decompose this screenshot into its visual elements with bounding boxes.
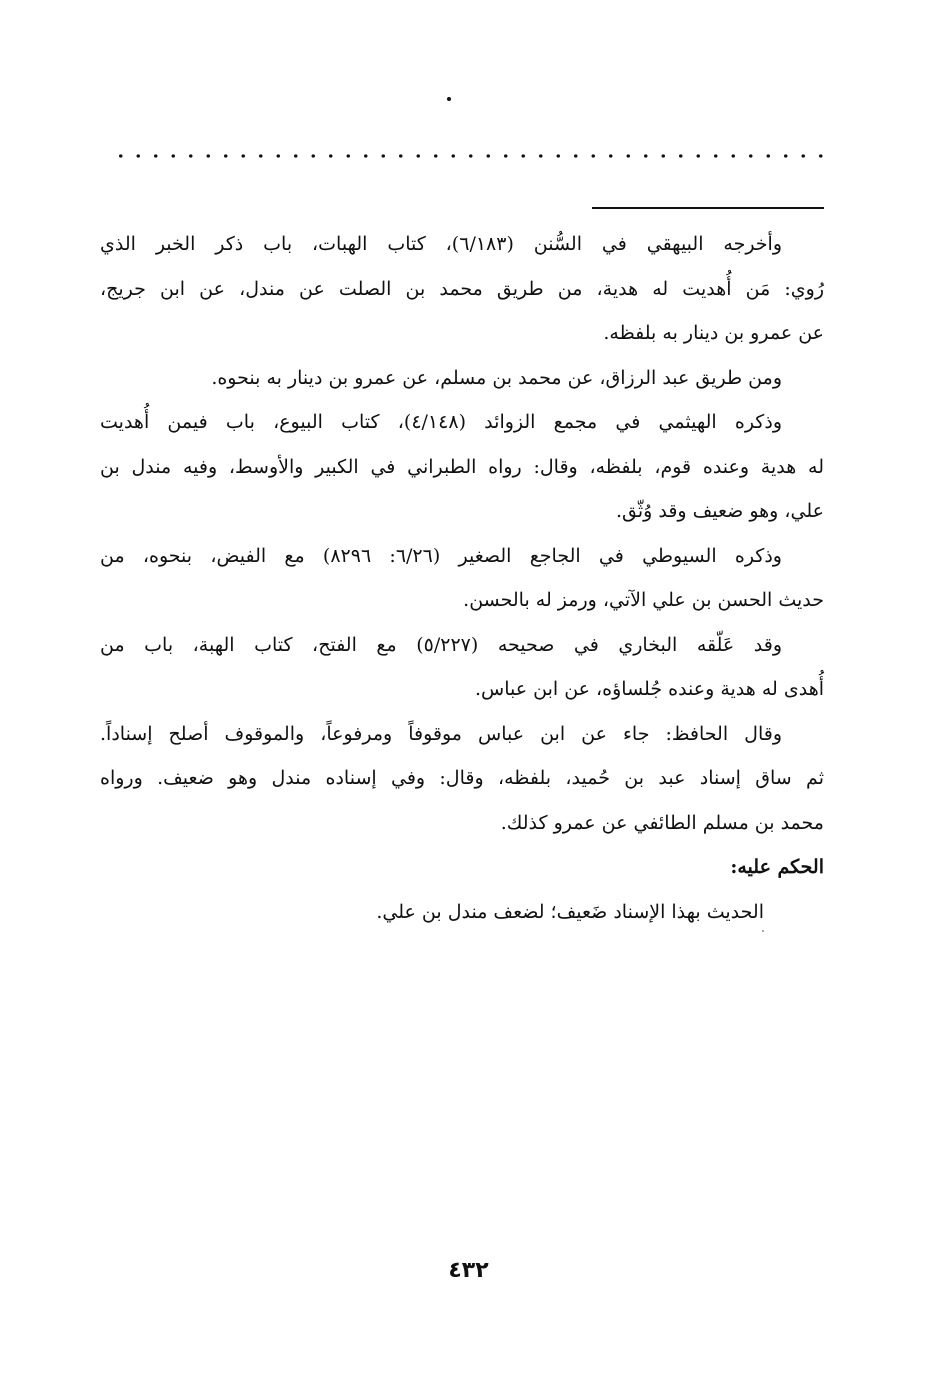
text-line: محمد بن مسلم الطائفي عن عمرو كذلك.: [500, 811, 824, 834]
text-line: وأخرجه البيهقي في السُّنن (٦/١٨٣)، كتاب الهبات، باب ذكر الخبر الذي: [100, 233, 782, 255]
text-line: له هدية وعنده قوم، بلفظه، وقال: رواه الطبراني في الكبير والأوسط، وفيه مندل بن: [100, 455, 824, 478]
footnote-paragraph-haythami: [100, 400, 824, 534]
dotted-separator: [112, 152, 824, 160]
footnote-rule: [592, 207, 824, 209]
ruling-heading: الحكم عليه:: [730, 856, 824, 878]
text-line: علي، وهو ضعيف وقد وُثّق.: [615, 500, 824, 522]
text-line: حديث الحسن بن علي الآتي، ورمز له بالحسن.: [463, 589, 824, 611]
text-line: ثم ساق إسناد عبد بن حُميد، بلفظه، وقال: وفي إسناده مندل وهو ضعيف. ورواه: [100, 767, 824, 789]
footnote-paragraph-bukhari: [100, 623, 824, 712]
text-line: ومن طريق عبد الرزاق، عن محمد بن مسلم، عن عمرو بن دينار به بنحوه.: [211, 366, 782, 389]
text-line: عن عمرو بن دينار به بلفظه.: [603, 322, 824, 344]
print-speck: [762, 930, 764, 932]
ink-dot-mark: [447, 97, 451, 101]
footnote-paragraph-suyuti: [100, 534, 824, 623]
footnote-paragraph-bayhaqi: [100, 222, 824, 356]
footnote-paragraph-abdulrazzaq: [100, 356, 824, 401]
text-line: رُوي: مَن أُهديت له هدية، من طريق محمد بن الصلت عن مندل، عن ابن جريج،: [100, 277, 824, 300]
text-line: وقد عَلّقه البخاري في صحيحه (٥/٢٢٧) مع الفتح، كتاب الهبة، باب من: [100, 633, 783, 656]
footnote-paragraph-hafiz: [100, 712, 824, 846]
page-number: ٤٣٢: [448, 1258, 489, 1283]
text-line: وقال الحافظ: جاء عن ابن عباس موقوفاً ومرفوعاً، والموقوف أصلح إسناداً.: [100, 722, 782, 745]
text-line: أُهدى له هدية وعنده جُلساؤه، عن ابن عباس.: [475, 678, 824, 700]
footnotes-section: [100, 222, 824, 934]
ruling-text: الحديث بهذا الإسناد ضَعيف؛ لضعف مندل بن علي.: [376, 900, 764, 923]
text-line: وذكره السيوطي في الجاجع الصغير (٦/٢٦: ٨٢٩٦) مع الفيض، بنحوه، من: [100, 544, 782, 567]
text-line: وذكره الهيثمي في مجمع الزوائد (٤/١٤٨)، كتاب البيوع، باب فيمن أُهديت: [100, 411, 782, 433]
